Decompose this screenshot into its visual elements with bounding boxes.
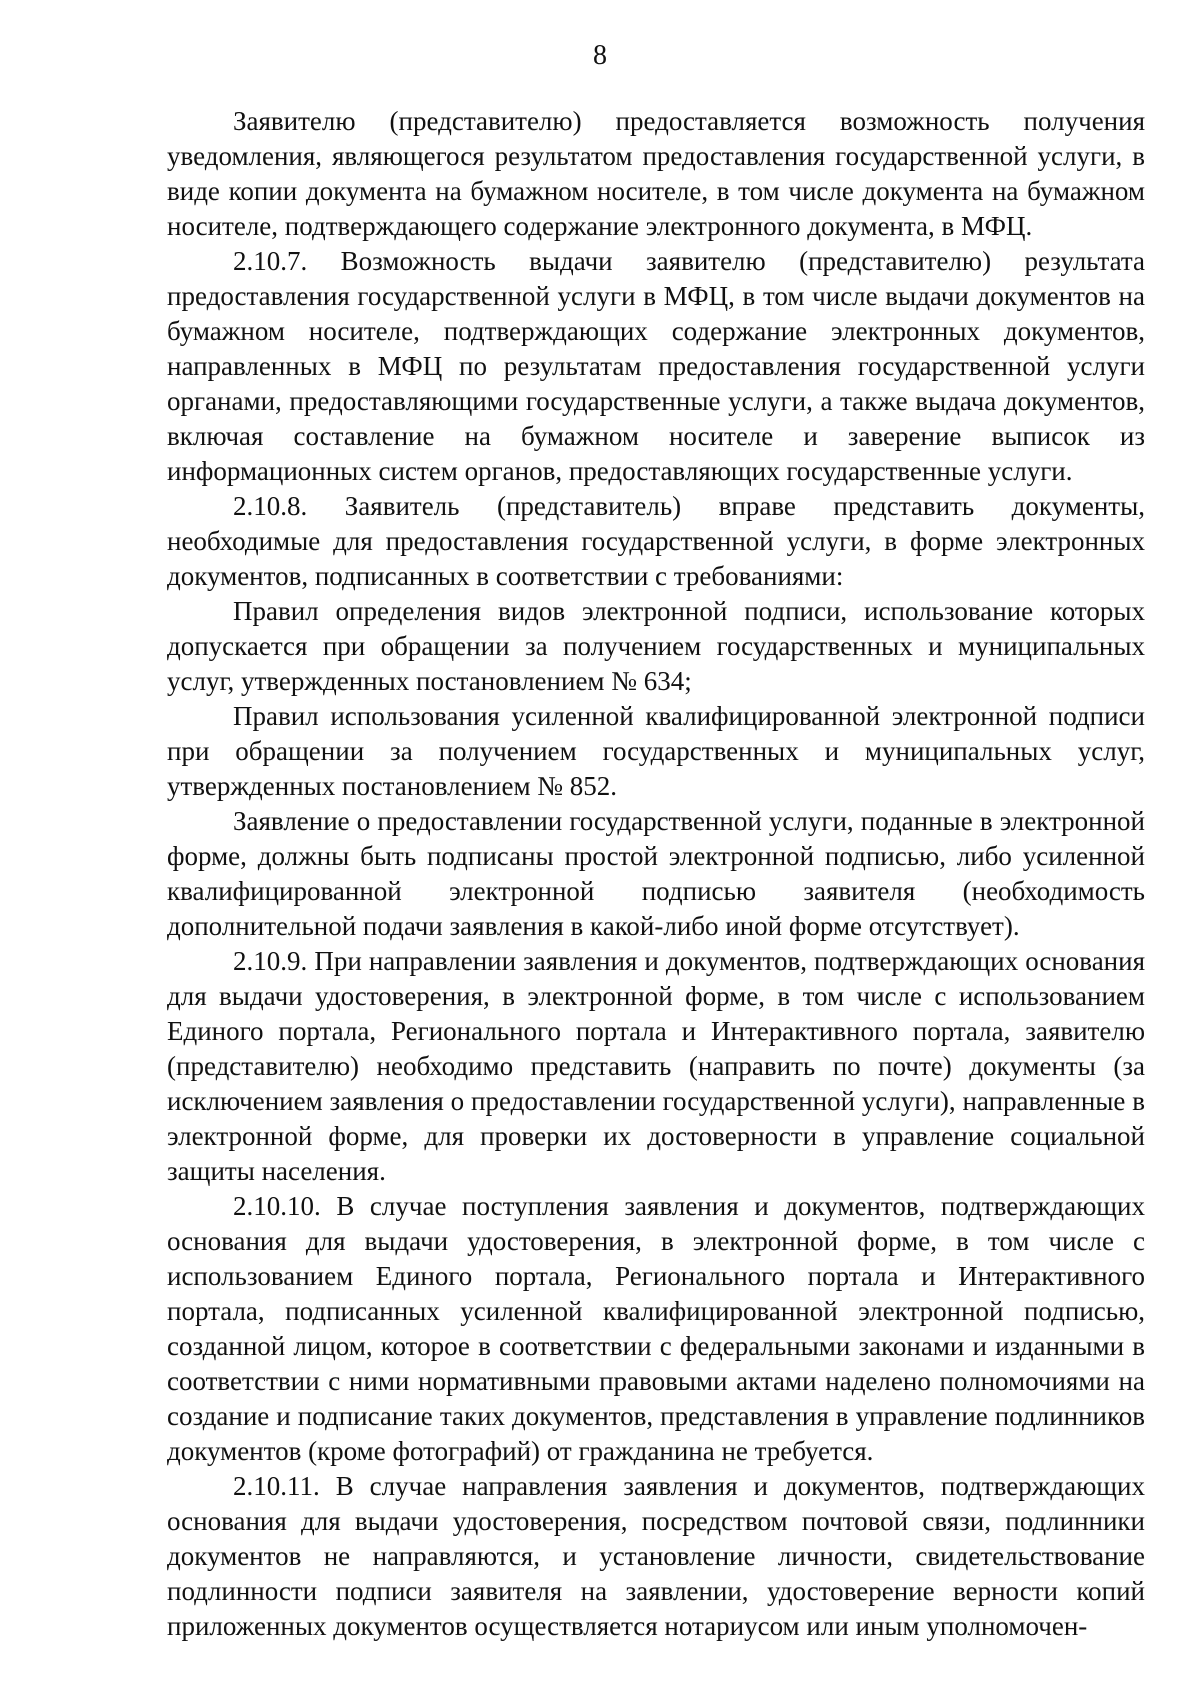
document-body [167,104,1145,1644]
paragraph-result-notification: Заявителю (представителю) предоставляется возможность получения уведомления, являющегося результатом предоставления государственной услуги, в виде копии документа на бумажном носителе, в том числе документа на бумажном носителе, подтверждающего содержание электронного документа, в МФЦ. [167,106,1145,241]
paragraph-2-10-8: 2.10.8. Заявитель (представитель) вправе представить документы, необходимые для предоставления государственной услуги, в форме электронных документов, подписанных в соответствии с требованиями: [167,491,1145,591]
paragraph-2-10-7: 2.10.7. Возможность выдачи заявителю (представителю) результата предоставления государственной услуги в МФЦ, в том числе выдачи документов на бумажном носителе, подтверждающих содержание электронных документов, направленных в МФЦ по результатам предоставления государственной услуги органами, предоставляющими государственные услуги, а также выдача документов, включая составление на бумажном носителе и заверение выписок из информационных систем органов, предоставляющих государственные услуги. [167,246,1145,486]
paragraph-rules-634: Правил определения видов электронной подписи, использование которых допускается при обращении за получением государственных и муниципальных услуг, утвержденных постановлением № 634; [167,596,1145,696]
paragraph-2-10-9: 2.10.9. При направлении заявления и документов, подтверждающих основания для выдачи удостоверения, в электронной форме, в том числе с использованием Единого портала, Регионального портала и Интерактивного портала, заявителю (представителю) необходимо представить (направить по почте) документы (за исключением заявления о предоставлении государственной услуги), направленные в электронной форме, для проверки их достоверности в управление социальной защиты населения. [167,946,1145,1186]
page-number: 8 [593,40,607,71]
paragraph-signature-requirement: Заявление о предоставлении государственной услуги, поданные в электронной форме, должны быть подписаны простой электронной подписью, либо усиленной квалифицированной электронной подписью заявителя (необходимость дополнительной подачи заявления в какой-либо иной форме отсутствует). [167,806,1145,941]
paragraph-2-10-10: 2.10.10. В случае поступления заявления и документов, подтверждающих основания для выдачи удостоверения, в электронной форме, в том числе с использованием Единого портала, Регионального портала и Интерактивного портала, подписанных усиленной квалифицированной электронной подписью, созданной лицом, которое в соответствии с федеральными законами и изданными в соответствии с ними нормативными правовыми актами наделено полномочиями на создание и подписание таких документов, представления в управление подлинников документов (кроме фотографий) от гражданина не требуется. [167,1191,1145,1466]
paragraph-rules-852: Правил использования усиленной квалифицированной электронной подписи при обращении за получением государственных и муниципальных услуг, утвержденных постановлением № 852. [167,701,1145,801]
paragraph-2-10-11: 2.10.11. В случае направления заявления и документов, подтверждающих основания для выдачи удостоверения, посредством почтовой связи, подлинники документов не направляются, и установление личности, свидетельствование подлинности подписи заявителя на заявлении, удостоверение верности копий приложенных документов осуществляется нотариусом или иным уполномочен- [167,1471,1145,1641]
